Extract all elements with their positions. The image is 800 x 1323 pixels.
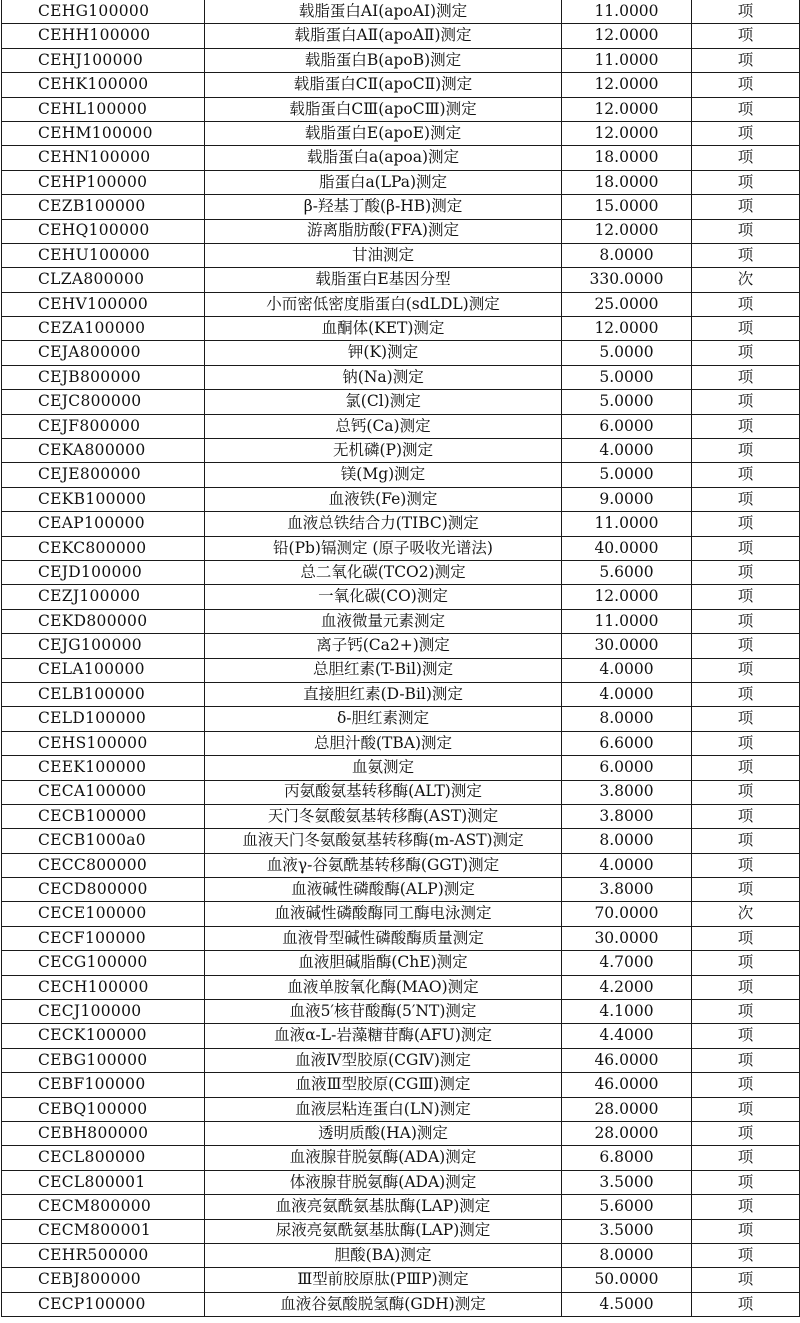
table-row xyxy=(2,926,800,950)
item-price-cell: 28.0000 xyxy=(562,1121,692,1145)
item-code-cell: CEBQ100000 xyxy=(2,1097,205,1121)
item-name-cell: 血液谷氨酸脱氢酶(GDH)测定 xyxy=(205,1292,562,1316)
item-code-cell: CECL800000 xyxy=(2,1146,205,1170)
item-name-cell: 血液胆碱脂酶(ChE)测定 xyxy=(205,951,562,975)
item-price-cell: 46.0000 xyxy=(562,1048,692,1072)
table-row xyxy=(2,170,800,194)
item-code-cell: CEJG100000 xyxy=(2,634,205,658)
item-price-cell: 5.0000 xyxy=(562,341,692,365)
item-name-cell: 载脂蛋白AⅡ(apoAⅡ)测定 xyxy=(205,24,562,48)
item-unit-cell: 项 xyxy=(692,926,800,950)
item-price-cell: 12.0000 xyxy=(562,317,692,341)
item-code-cell: CEJA800000 xyxy=(2,341,205,365)
item-code-cell: CEHV100000 xyxy=(2,292,205,316)
item-name-cell: 载脂蛋白E(apoE)测定 xyxy=(205,121,562,145)
item-price-cell: 4.0000 xyxy=(562,439,692,463)
item-unit-cell: 项 xyxy=(692,853,800,877)
item-name-cell: 载脂蛋白AⅠ(apoAⅠ)测定 xyxy=(205,0,562,24)
table-row xyxy=(2,1195,800,1219)
table-row xyxy=(2,1121,800,1145)
item-code-cell: CEHN100000 xyxy=(2,146,205,170)
table-row xyxy=(2,829,800,853)
item-code-cell: CEJC800000 xyxy=(2,390,205,414)
item-unit-cell: 项 xyxy=(692,48,800,72)
item-name-cell: 血液亮氨酰氨基肽酶(LAP)测定 xyxy=(205,1195,562,1219)
table-row xyxy=(2,1292,800,1316)
item-price-cell: 15.0000 xyxy=(562,195,692,219)
item-unit-cell: 项 xyxy=(692,707,800,731)
table-row xyxy=(2,1268,800,1292)
item-name-cell: 血液微量元素测定 xyxy=(205,609,562,633)
table-row xyxy=(2,0,800,24)
item-unit-cell: 项 xyxy=(692,560,800,584)
item-name-cell: 脂蛋白a(LPa)测定 xyxy=(205,170,562,194)
item-name-cell: 小而密低密度脂蛋白(sdLDL)测定 xyxy=(205,292,562,316)
item-price-cell: 4.0000 xyxy=(562,853,692,877)
item-name-cell: 血液5′核苷酸酶(5′NT)测定 xyxy=(205,1000,562,1024)
item-unit-cell: 项 xyxy=(692,1292,800,1316)
item-price-cell: 5.0000 xyxy=(562,390,692,414)
item-unit-cell: 项 xyxy=(692,414,800,438)
item-code-cell: CECA100000 xyxy=(2,780,205,804)
item-name-cell: 载脂蛋白CⅢ(apoCⅢ)测定 xyxy=(205,97,562,121)
item-name-cell: 血液单胺氧化酶(MAO)测定 xyxy=(205,975,562,999)
table-row xyxy=(2,48,800,72)
item-name-cell: β-羟基丁酸(β-HB)测定 xyxy=(205,195,562,219)
item-unit-cell: 项 xyxy=(692,463,800,487)
item-unit-cell: 项 xyxy=(692,121,800,145)
item-price-cell: 8.0000 xyxy=(562,829,692,853)
item-name-cell: 氯(Cl)测定 xyxy=(205,390,562,414)
item-price-cell: 50.0000 xyxy=(562,1268,692,1292)
item-price-cell: 330.0000 xyxy=(562,268,692,292)
item-unit-cell: 项 xyxy=(692,1146,800,1170)
item-code-cell: CEHG100000 xyxy=(2,0,205,24)
item-unit-cell: 次 xyxy=(692,902,800,926)
item-name-cell: 血液碱性磷酸酶(ALP)测定 xyxy=(205,878,562,902)
item-unit-cell: 项 xyxy=(692,658,800,682)
item-name-cell: 透明质酸(HA)测定 xyxy=(205,1121,562,1145)
item-code-cell: CEHU100000 xyxy=(2,243,205,267)
item-unit-cell: 项 xyxy=(692,585,800,609)
item-price-cell: 3.8000 xyxy=(562,780,692,804)
table-row xyxy=(2,195,800,219)
item-price-cell: 4.0000 xyxy=(562,658,692,682)
table-row xyxy=(2,414,800,438)
table-row xyxy=(2,1243,800,1267)
item-code-cell: CECP100000 xyxy=(2,1292,205,1316)
item-code-cell: CEHQ100000 xyxy=(2,219,205,243)
item-price-cell: 9.0000 xyxy=(562,487,692,511)
item-price-cell: 6.6000 xyxy=(562,731,692,755)
item-unit-cell: 项 xyxy=(692,804,800,828)
item-name-cell: 载脂蛋白a(apoa)测定 xyxy=(205,146,562,170)
item-unit-cell: 项 xyxy=(692,634,800,658)
table-row xyxy=(2,731,800,755)
table-row xyxy=(2,1048,800,1072)
table-row xyxy=(2,634,800,658)
item-code-cell: CEBF100000 xyxy=(2,1073,205,1097)
table-row xyxy=(2,317,800,341)
item-price-cell: 12.0000 xyxy=(562,585,692,609)
table-row xyxy=(2,1000,800,1024)
item-unit-cell: 项 xyxy=(692,365,800,389)
item-code-cell: CEBG100000 xyxy=(2,1048,205,1072)
item-name-cell: 总胆红素(T-Bil)测定 xyxy=(205,658,562,682)
table-row xyxy=(2,463,800,487)
item-unit-cell: 项 xyxy=(692,975,800,999)
item-code-cell: CEHR500000 xyxy=(2,1243,205,1267)
item-price-cell: 8.0000 xyxy=(562,1243,692,1267)
table-row xyxy=(2,878,800,902)
table-row xyxy=(2,975,800,999)
item-name-cell: 载脂蛋白B(apoB)测定 xyxy=(205,48,562,72)
item-unit-cell: 项 xyxy=(692,1121,800,1145)
item-name-cell: 直接胆红素(D-Bil)测定 xyxy=(205,682,562,706)
item-name-cell: 镁(Mg)测定 xyxy=(205,463,562,487)
item-unit-cell: 项 xyxy=(692,1000,800,1024)
item-code-cell: CEHJ100000 xyxy=(2,48,205,72)
table-row xyxy=(2,1219,800,1243)
item-name-cell: 丙氨酸氨基转移酶(ALT)测定 xyxy=(205,780,562,804)
item-code-cell: CEAP100000 xyxy=(2,512,205,536)
table-row xyxy=(2,1097,800,1121)
item-unit-cell: 项 xyxy=(692,170,800,194)
table-row xyxy=(2,707,800,731)
item-name-cell: 游离脂肪酸(FFA)测定 xyxy=(205,219,562,243)
table-row xyxy=(2,439,800,463)
item-code-cell: CEBJ800000 xyxy=(2,1268,205,1292)
item-price-cell: 3.5000 xyxy=(562,1219,692,1243)
item-name-cell: 血液腺苷脱氨酶(ADA)测定 xyxy=(205,1146,562,1170)
table-row xyxy=(2,682,800,706)
item-unit-cell: 项 xyxy=(692,731,800,755)
table-row xyxy=(2,536,800,560)
item-code-cell: CEBH800000 xyxy=(2,1121,205,1145)
item-price-cell: 46.0000 xyxy=(562,1073,692,1097)
item-unit-cell: 项 xyxy=(692,512,800,536)
item-unit-cell: 项 xyxy=(692,536,800,560)
table-row xyxy=(2,560,800,584)
item-name-cell: 钠(Na)测定 xyxy=(205,365,562,389)
item-unit-cell: 项 xyxy=(692,487,800,511)
item-price-cell: 3.8000 xyxy=(562,878,692,902)
table-row xyxy=(2,609,800,633)
table-row xyxy=(2,219,800,243)
item-code-cell: CLZA800000 xyxy=(2,268,205,292)
item-unit-cell: 项 xyxy=(692,243,800,267)
table-row xyxy=(2,658,800,682)
item-price-cell: 12.0000 xyxy=(562,73,692,97)
item-unit-cell: 项 xyxy=(692,1195,800,1219)
item-code-cell: CEEK100000 xyxy=(2,756,205,780)
item-price-cell: 12.0000 xyxy=(562,121,692,145)
item-code-cell: CEJF800000 xyxy=(2,414,205,438)
table-row xyxy=(2,73,800,97)
table-row xyxy=(2,902,800,926)
item-price-cell: 70.0000 xyxy=(562,902,692,926)
item-code-cell: CECH100000 xyxy=(2,975,205,999)
table-row xyxy=(2,292,800,316)
item-unit-cell: 次 xyxy=(692,268,800,292)
fee-table-body xyxy=(2,0,800,1317)
item-code-cell: CEZA100000 xyxy=(2,317,205,341)
item-price-cell: 6.0000 xyxy=(562,756,692,780)
table-row xyxy=(2,24,800,48)
item-name-cell: 总钙(Ca)测定 xyxy=(205,414,562,438)
item-unit-cell: 项 xyxy=(692,756,800,780)
item-code-cell: CELD100000 xyxy=(2,707,205,731)
item-code-cell: CEZB100000 xyxy=(2,195,205,219)
item-name-cell: 血液天门冬氨酸氨基转移酶(m-AST)测定 xyxy=(205,829,562,853)
item-unit-cell: 项 xyxy=(692,24,800,48)
item-name-cell: 胆酸(BA)测定 xyxy=(205,1243,562,1267)
item-price-cell: 11.0000 xyxy=(562,48,692,72)
table-row xyxy=(2,487,800,511)
item-unit-cell: 项 xyxy=(692,878,800,902)
item-unit-cell: 项 xyxy=(692,341,800,365)
item-code-cell: CECJ100000 xyxy=(2,1000,205,1024)
item-name-cell: 总胆汁酸(TBA)测定 xyxy=(205,731,562,755)
item-price-cell: 12.0000 xyxy=(562,97,692,121)
item-code-cell: CEJE800000 xyxy=(2,463,205,487)
item-unit-cell: 项 xyxy=(692,317,800,341)
item-unit-cell: 项 xyxy=(692,1024,800,1048)
item-name-cell: 血液总铁结合力(TIBC)测定 xyxy=(205,512,562,536)
table-row xyxy=(2,341,800,365)
table-row xyxy=(2,780,800,804)
item-price-cell: 3.8000 xyxy=(562,804,692,828)
item-unit-cell: 项 xyxy=(692,219,800,243)
item-code-cell: CECD800000 xyxy=(2,878,205,902)
table-row xyxy=(2,1170,800,1194)
item-name-cell: 血液层粘连蛋白(LN)测定 xyxy=(205,1097,562,1121)
table-row xyxy=(2,121,800,145)
item-unit-cell: 项 xyxy=(692,780,800,804)
item-unit-cell: 项 xyxy=(692,1048,800,1072)
item-price-cell: 8.0000 xyxy=(562,707,692,731)
item-code-cell: CECB1000a0 xyxy=(2,829,205,853)
item-code-cell: CECC800000 xyxy=(2,853,205,877)
item-name-cell: 血液γ-谷氨酰基转移酶(GGT)测定 xyxy=(205,853,562,877)
table-row xyxy=(2,146,800,170)
item-price-cell: 4.4000 xyxy=(562,1024,692,1048)
item-name-cell: δ-胆红素测定 xyxy=(205,707,562,731)
item-name-cell: 甘油测定 xyxy=(205,243,562,267)
table-row xyxy=(2,1024,800,1048)
table-row xyxy=(2,1073,800,1097)
item-price-cell: 12.0000 xyxy=(562,24,692,48)
item-price-cell: 6.0000 xyxy=(562,414,692,438)
table-row xyxy=(2,756,800,780)
item-price-cell: 4.2000 xyxy=(562,975,692,999)
item-price-cell: 18.0000 xyxy=(562,146,692,170)
item-unit-cell: 项 xyxy=(692,73,800,97)
item-unit-cell: 项 xyxy=(692,609,800,633)
item-unit-cell: 项 xyxy=(692,390,800,414)
item-price-cell: 4.1000 xyxy=(562,1000,692,1024)
item-unit-cell: 项 xyxy=(692,0,800,24)
item-price-cell: 8.0000 xyxy=(562,243,692,267)
item-name-cell: 总二氧化碳(TCO2)测定 xyxy=(205,560,562,584)
fee-table xyxy=(1,0,800,1317)
item-name-cell: 血氨测定 xyxy=(205,756,562,780)
item-price-cell: 5.6000 xyxy=(562,1195,692,1219)
item-name-cell: 钾(K)测定 xyxy=(205,341,562,365)
item-code-cell: CECF100000 xyxy=(2,926,205,950)
item-price-cell: 5.6000 xyxy=(562,560,692,584)
item-name-cell: 无机磷(P)测定 xyxy=(205,439,562,463)
item-unit-cell: 项 xyxy=(692,1073,800,1097)
item-name-cell: 铅(Pb)镉测定 (原子吸收光谱法) xyxy=(205,536,562,560)
item-code-cell: CEJB800000 xyxy=(2,365,205,389)
item-price-cell: 5.0000 xyxy=(562,463,692,487)
table-row xyxy=(2,951,800,975)
table-row xyxy=(2,585,800,609)
item-price-cell: 18.0000 xyxy=(562,170,692,194)
item-unit-cell: 项 xyxy=(692,1170,800,1194)
item-name-cell: 血液Ⅲ型胶原(CGⅢ)测定 xyxy=(205,1073,562,1097)
item-name-cell: 离子钙(Ca2+)测定 xyxy=(205,634,562,658)
item-name-cell: 血液碱性磷酸酶同工酶电泳测定 xyxy=(205,902,562,926)
item-unit-cell: 项 xyxy=(692,1097,800,1121)
table-row xyxy=(2,97,800,121)
table-row xyxy=(2,365,800,389)
item-unit-cell: 项 xyxy=(692,951,800,975)
table-row xyxy=(2,853,800,877)
item-name-cell: 血酮体(KET)测定 xyxy=(205,317,562,341)
item-price-cell: 11.0000 xyxy=(562,512,692,536)
item-unit-cell: 项 xyxy=(692,1243,800,1267)
item-name-cell: 血液铁(Fe)测定 xyxy=(205,487,562,511)
table-row xyxy=(2,512,800,536)
item-code-cell: CECE100000 xyxy=(2,902,205,926)
item-code-cell: CEKC800000 xyxy=(2,536,205,560)
table-row xyxy=(2,1146,800,1170)
item-price-cell: 11.0000 xyxy=(562,609,692,633)
item-code-cell: CECL800001 xyxy=(2,1170,205,1194)
item-unit-cell: 项 xyxy=(692,195,800,219)
item-unit-cell: 项 xyxy=(692,146,800,170)
item-code-cell: CEHL100000 xyxy=(2,97,205,121)
item-price-cell: 30.0000 xyxy=(562,926,692,950)
item-unit-cell: 项 xyxy=(692,682,800,706)
table-row xyxy=(2,804,800,828)
item-code-cell: CEKD800000 xyxy=(2,609,205,633)
table-row xyxy=(2,390,800,414)
item-code-cell: CECM800000 xyxy=(2,1195,205,1219)
item-name-cell: Ⅲ型前胶原肽(PⅢP)测定 xyxy=(205,1268,562,1292)
item-name-cell: 载脂蛋白E基因分型 xyxy=(205,268,562,292)
item-unit-cell: 项 xyxy=(692,97,800,121)
item-code-cell: CECB100000 xyxy=(2,804,205,828)
item-code-cell: CEHS100000 xyxy=(2,731,205,755)
table-row xyxy=(2,268,800,292)
item-price-cell: 4.0000 xyxy=(562,682,692,706)
item-code-cell: CEHM100000 xyxy=(2,121,205,145)
item-code-cell: CEZJ100000 xyxy=(2,585,205,609)
item-code-cell: CEKB100000 xyxy=(2,487,205,511)
table-row xyxy=(2,243,800,267)
item-unit-cell: 项 xyxy=(692,439,800,463)
item-price-cell: 11.0000 xyxy=(562,0,692,24)
item-price-cell: 4.7000 xyxy=(562,951,692,975)
item-unit-cell: 项 xyxy=(692,829,800,853)
item-price-cell: 25.0000 xyxy=(562,292,692,316)
item-name-cell: 血液Ⅳ型胶原(CGⅣ)测定 xyxy=(205,1048,562,1072)
item-code-cell: CEHH100000 xyxy=(2,24,205,48)
item-name-cell: 血液骨型碱性磷酸酶质量测定 xyxy=(205,926,562,950)
item-unit-cell: 项 xyxy=(692,1268,800,1292)
item-price-cell: 40.0000 xyxy=(562,536,692,560)
item-code-cell: CECK100000 xyxy=(2,1024,205,1048)
item-unit-cell: 项 xyxy=(692,1219,800,1243)
item-code-cell: CECM800001 xyxy=(2,1219,205,1243)
item-name-cell: 血液α-L-岩藻糖苷酶(AFU)测定 xyxy=(205,1024,562,1048)
item-code-cell: CEHK100000 xyxy=(2,73,205,97)
item-name-cell: 载脂蛋白CⅡ(apoCⅡ)测定 xyxy=(205,73,562,97)
item-code-cell: CECG100000 xyxy=(2,951,205,975)
item-unit-cell: 项 xyxy=(692,292,800,316)
item-price-cell: 3.5000 xyxy=(562,1170,692,1194)
item-code-cell: CELB100000 xyxy=(2,682,205,706)
item-code-cell: CEHP100000 xyxy=(2,170,205,194)
item-price-cell: 6.8000 xyxy=(562,1146,692,1170)
item-name-cell: 天门冬氨酸氨基转移酶(AST)测定 xyxy=(205,804,562,828)
item-code-cell: CELA100000 xyxy=(2,658,205,682)
item-price-cell: 12.0000 xyxy=(562,219,692,243)
item-name-cell: 一氧化碳(CO)测定 xyxy=(205,585,562,609)
item-price-cell: 5.0000 xyxy=(562,365,692,389)
item-name-cell: 尿液亮氨酰氨基肽酶(LAP)测定 xyxy=(205,1219,562,1243)
item-price-cell: 28.0000 xyxy=(562,1097,692,1121)
item-code-cell: CEJD100000 xyxy=(2,560,205,584)
item-code-cell: CEKA800000 xyxy=(2,439,205,463)
item-price-cell: 30.0000 xyxy=(562,634,692,658)
item-name-cell: 体液腺苷脱氨酶(ADA)测定 xyxy=(205,1170,562,1194)
item-price-cell: 4.5000 xyxy=(562,1292,692,1316)
